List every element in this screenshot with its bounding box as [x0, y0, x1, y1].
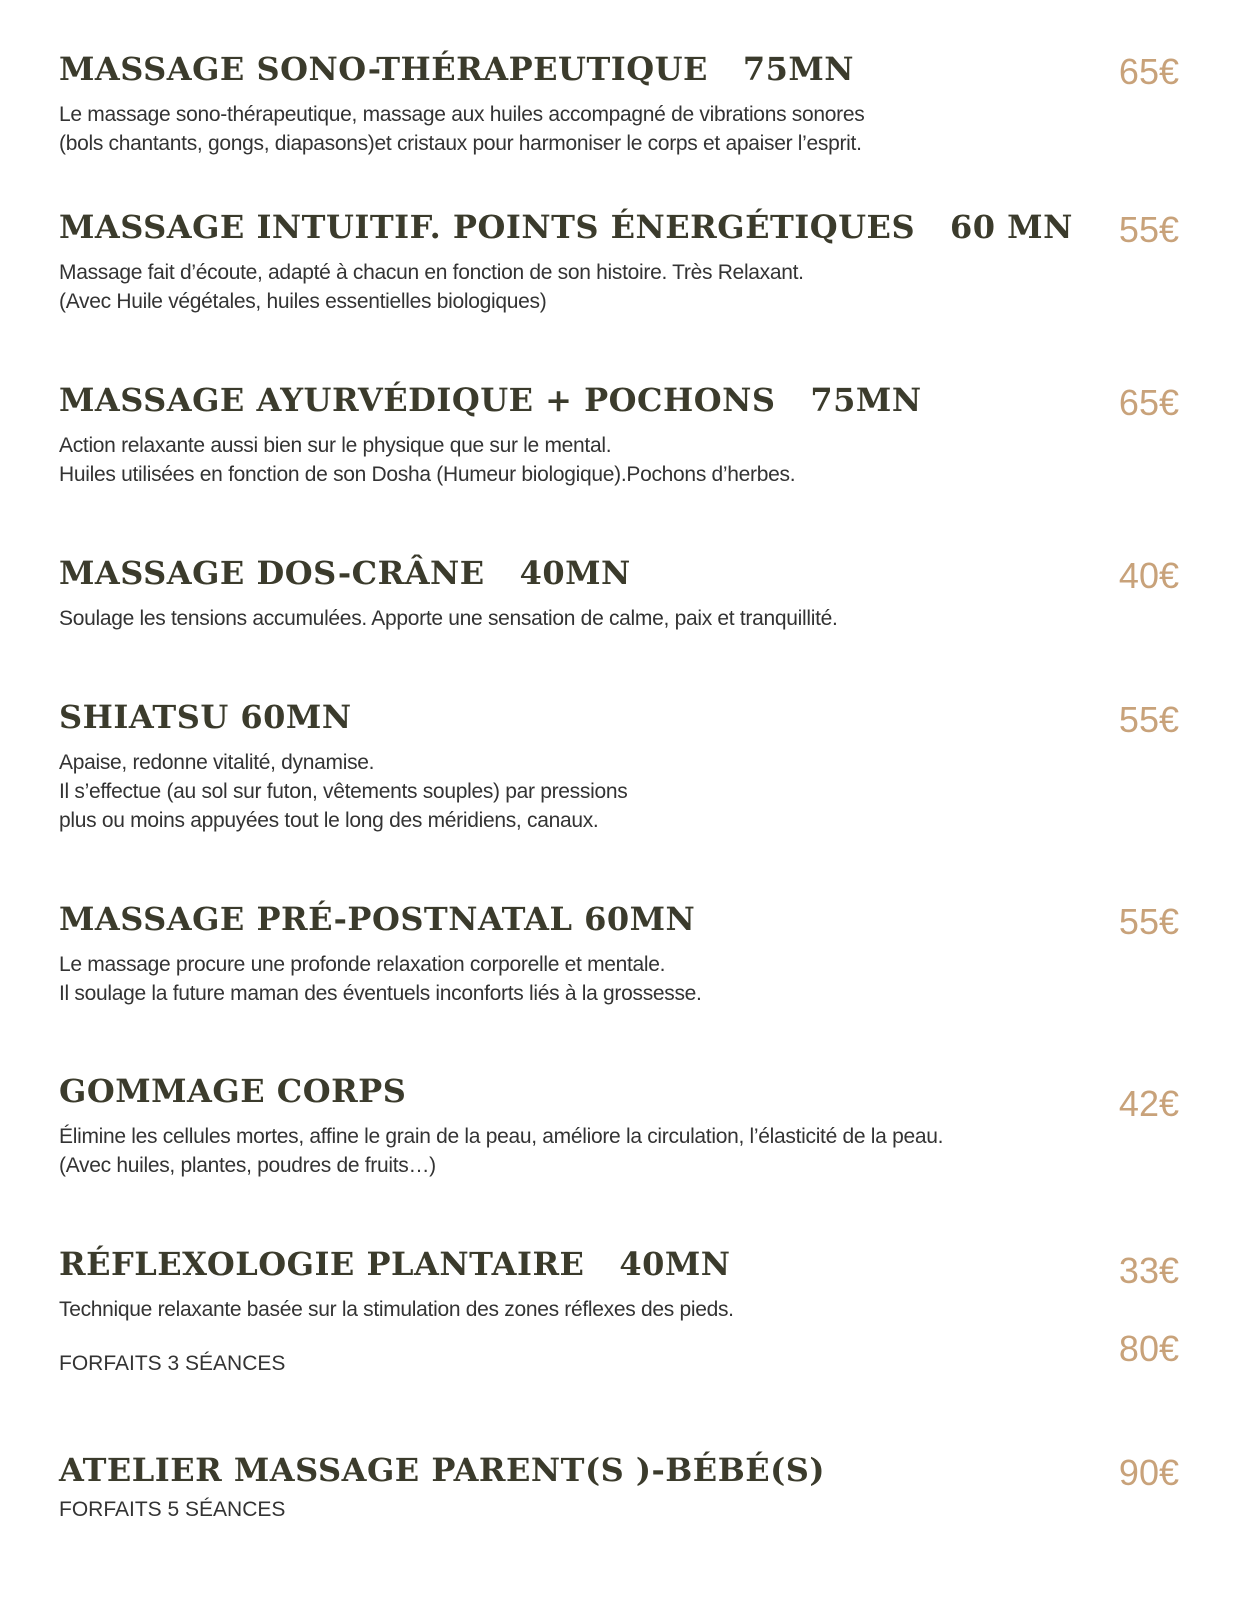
item-title: SHIATSU 60MN [59, 698, 352, 736]
item-price: 40€ [1118, 555, 1179, 596]
item-title: MASSAGE DOS-CRÂNE 40MN [59, 554, 631, 592]
item-title: MASSAGE SONO-THÉRAPEUTIQUE 75MN [59, 50, 855, 88]
package-label: FORFAITS 3 SÉANCES [59, 1352, 286, 1375]
item-price: 65€ [1118, 382, 1179, 423]
description-line: plus ou moins appuyées tout le long des méridiens, canaux. [59, 809, 599, 832]
description-line: Technique relaxante basée sur la stimulation des zones réflexes des pieds. [59, 1298, 734, 1321]
item-title: GOMMAGE CORPS [59, 1072, 407, 1110]
item-price: 90€ [1118, 1452, 1179, 1493]
item-description [59, 258, 804, 316]
item-title: MASSAGE INTUITIF. POINTS ÉNERGÉTIQUES 60 MN [59, 208, 1073, 246]
description-line: (Avec Huile végétales, huiles essentielles biologiques) [59, 290, 547, 313]
item-description [59, 100, 864, 158]
package-label: FORFAITS 5 SÉANCES [59, 1498, 286, 1521]
description-line: Soulage les tensions accumulées. Apporte une sensation de calme, paix et tranquillité. [59, 607, 838, 630]
description-line: Élimine les cellules mortes, affine le grain de la peau, améliore la circulation, l’élasticité de la peau. [59, 1125, 944, 1148]
item-title: MASSAGE PRÉ-POSTNATAL 60MN [59, 900, 696, 938]
item-price: 55€ [1118, 209, 1179, 250]
item-price: 42€ [1118, 1083, 1179, 1124]
description-line: Apaise, redonne vitalité, dynamise. [59, 751, 375, 774]
item-price: 55€ [1118, 699, 1179, 740]
item-title: ATELIER MASSAGE PARENT(S )-BÉBÉ(S) [59, 1451, 826, 1489]
description-line: (bols chantants, gongs, diapasons)et cristaux pour harmoniser le corps et apaiser l’esprit. [59, 132, 862, 155]
item-description [59, 431, 795, 489]
description-line: (Avec huiles, plantes, poudres de fruits…) [59, 1154, 436, 1177]
item-description [59, 1122, 943, 1180]
package-price: 80€ [1118, 1328, 1179, 1369]
description-line: Massage fait d’écoute, adapté à chacun en fonction de son histoire. Très Relaxant. [59, 261, 804, 284]
item-description [59, 604, 838, 633]
item-description [59, 950, 702, 1008]
description-line: Le massage procure une profonde relaxation corporelle et mentale. [59, 953, 666, 976]
description-line: Il s’effectue (au sol sur futon, vêtements souples) par pressions [59, 780, 628, 803]
item-description [59, 748, 627, 835]
item-price: 65€ [1118, 51, 1179, 92]
item-price: 33€ [1118, 1250, 1179, 1291]
item-title: RÉFLEXOLOGIE PLANTAIRE 40MN [59, 1245, 731, 1283]
description-line: Le massage sono-thérapeutique, massage aux huiles accompagné de vibrations sonores [59, 103, 865, 126]
item-description [59, 1295, 734, 1324]
item-title: MASSAGE AYURVÉDIQUE + POCHONS 75MN [59, 381, 922, 419]
item-price: 55€ [1118, 901, 1179, 942]
description-line: Il soulage la future maman des éventuels inconforts liés à la grossesse. [59, 982, 702, 1005]
description-line: Huiles utilisées en fonction de son Dosha (Humeur biologique).Pochons d’herbes. [59, 463, 796, 486]
description-line: Action relaxante aussi bien sur le physique que sur le mental. [59, 434, 612, 457]
